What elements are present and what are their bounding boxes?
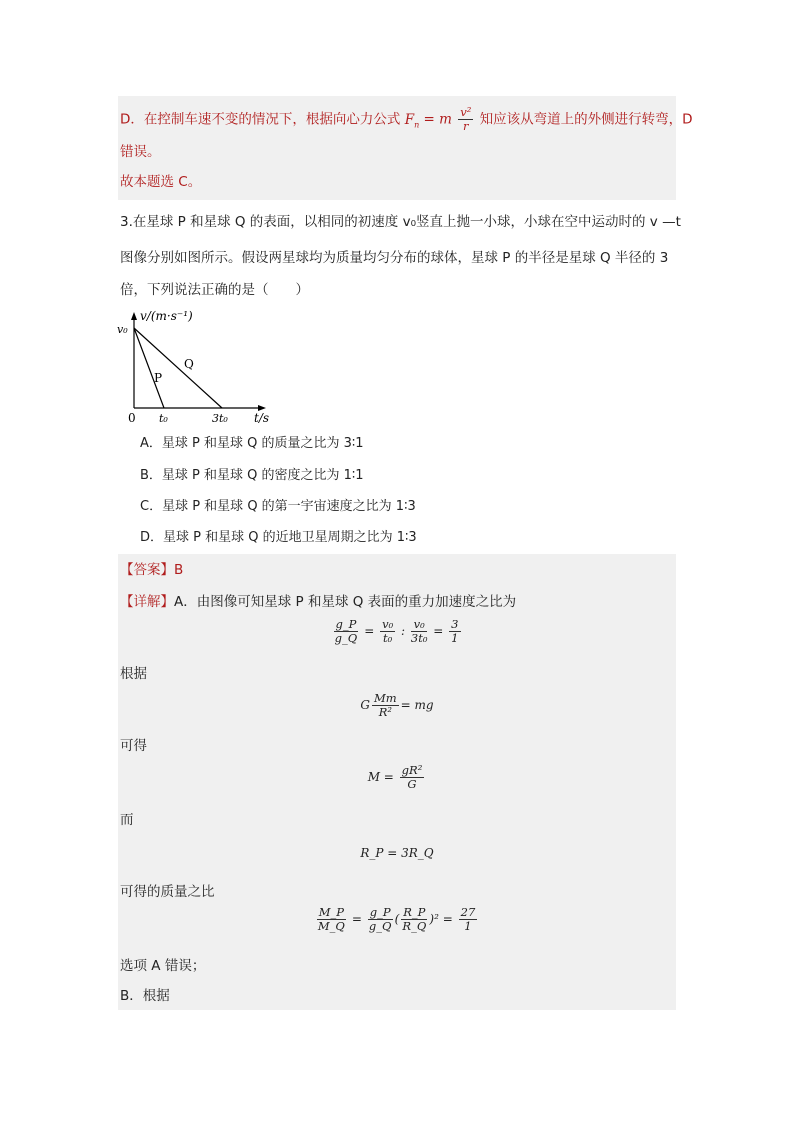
line-q — [134, 328, 222, 408]
word-er: 而 — [120, 812, 134, 828]
option-c: C．星球 P 和星球 Q 的第一宇宙速度之比为 1∶3 — [140, 499, 416, 514]
answer-line — [120, 560, 183, 580]
answer-tag: 【答案】 — [120, 562, 174, 578]
conclusion-line: 故本题选 C。 — [120, 174, 202, 190]
explanation-d-line2: 错误。 — [120, 144, 161, 160]
x-axis-label: t/s — [254, 411, 270, 425]
origin-label: 0 — [128, 411, 136, 425]
vt-graph — [114, 306, 284, 426]
formula-radius: R_P = 3R_Q — [360, 846, 434, 860]
option-a-wrong: 选项 A 错误； — [120, 958, 206, 974]
x-tick-t0: t₀ — [159, 412, 168, 425]
y-tick-v0: v₀ — [117, 323, 128, 336]
label-q: Q — [184, 357, 194, 371]
formula-gravity-ratio: $\frac{g\_P}{g\_Q}$ = $\frac{\text{v₀}}{\text{t₀}}$ : $\frac{\text{v₀}}{\text{3t₀}}$ = $\frac{3}{1}$ — [334, 617, 459, 645]
question-line2: 图像分别如图所示。假设两星球均为质量均匀分布的球体，星球 P 的半径是星球 Q 半径的 3 — [120, 250, 669, 266]
formula-f-symbol: $F_n$ — [404, 111, 420, 130]
question-line1: 3.在星球 P 和星球 Q 的表面，以相同的初速度 v₀竖直上抛一小球，小球在空中运动时的 v —t — [120, 214, 681, 230]
formula-fraction: $\frac{\text{v²}}{r}$ — [460, 105, 472, 133]
explanation-d-block — [118, 96, 693, 200]
detail-b-intro: B．根据 — [120, 988, 170, 1004]
y-axis-label: v/(m·s⁻¹) — [140, 309, 193, 323]
detail-tag: 【详解】 — [120, 594, 174, 610]
explanation-d-line1: D．在控制车速不变的情况下，根据向心力公式 $F_n = m$ $\frac{\text{v²}}{r}$ 知应该从弯道上的外侧进行转弯，D — [120, 105, 693, 133]
answer-value: B — [174, 562, 184, 578]
line-p — [134, 328, 164, 408]
detail-intro-line: 【详解】A．由图像可知星球 P 和星球 Q 表面的重力加速度之比为 — [120, 594, 517, 610]
solution-block — [118, 554, 676, 1010]
x-tick-3t0: 3t₀ — [212, 412, 228, 425]
label-p: P — [154, 371, 163, 385]
formula-equals: = m — [423, 111, 452, 128]
question-line3: 倍，下列说法正确的是（ ） — [120, 282, 309, 298]
formula-mass-ratio: $\frac{M\_P}{M\_Q}$ = $\frac{g\_P}{g\_Q}$ ( $\frac{R\_P}{R\_Q}$ )² = $\frac{27}{1}$ — [317, 905, 476, 933]
option-a: A．星球 P 和星球 Q 的质量之比为 3∶1 — [140, 436, 364, 451]
word-genju: 根据 — [120, 666, 147, 682]
formula-gravitation: G $\frac{Mm}{\text{R²}}$ = mg — [360, 691, 434, 719]
formula-mass: M = $\frac{\text{gR²}}{G}$ — [367, 763, 423, 791]
word-mass-ratio: 可得的质量之比 — [120, 884, 215, 900]
word-kede: 可得 — [120, 738, 147, 754]
option-d: D．星球 P 和星球 Q 的近地卫星周期之比为 1∶3 — [140, 530, 417, 545]
y-axis-arrow — [131, 312, 137, 320]
option-b: B．星球 P 和星球 Q 的密度之比为 1∶1 — [140, 468, 364, 483]
